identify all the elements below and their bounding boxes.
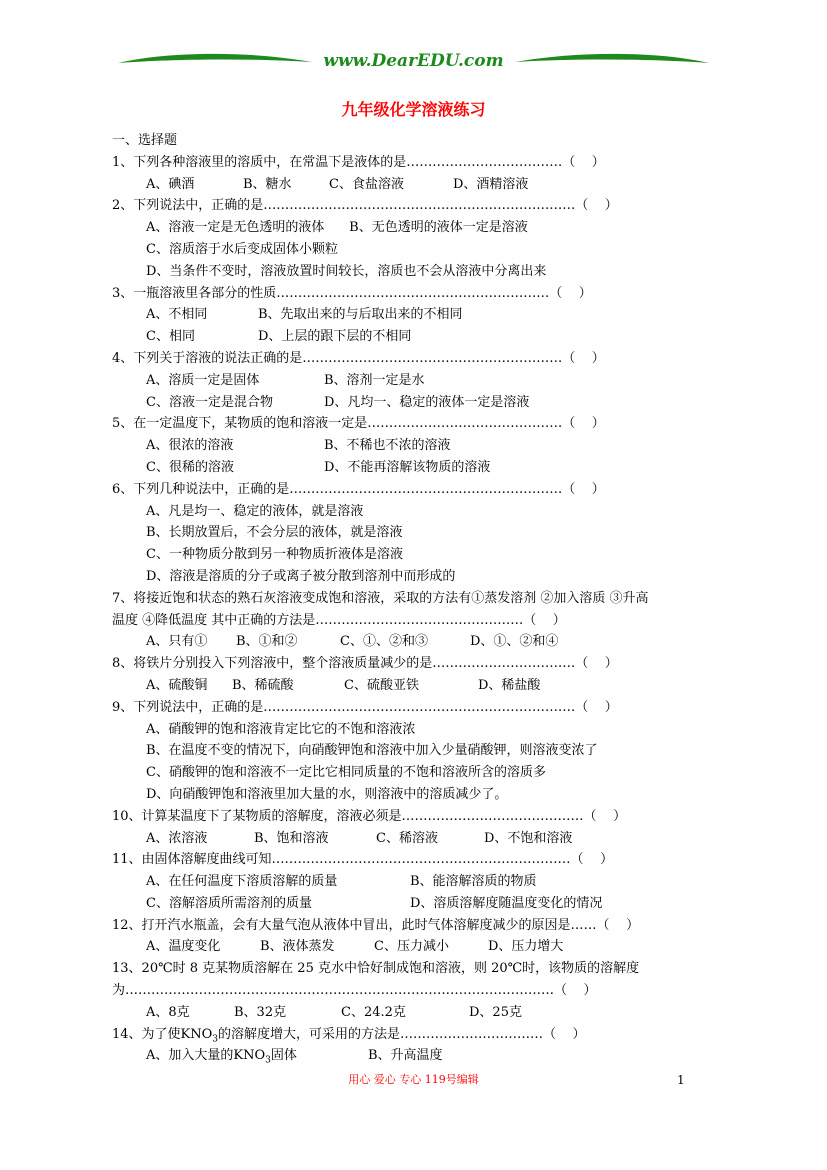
option-d: D、溶质溶解度随温度变化的情况 [410, 895, 603, 911]
option-a: A、硝酸钾的饱和溶液肯定比它的不饱和溶液浓 [146, 721, 416, 737]
option-b: B、糖水 [243, 176, 292, 192]
option-a: A、凡是均一、稳定的液体，就是溶液 [146, 503, 364, 519]
option-c: C、硫酸亚铁 [344, 677, 419, 693]
question-14: 14、为了使$KNO_3$的溶解度增大，可采用的方法是……………………………（ ） [112, 1026, 586, 1045]
question-12: 12、打开汽水瓶盖，会有大量气泡从液体中冒出，此时气体溶解度减少的原因是……（ ） [112, 917, 640, 933]
question-6: 6、下列几种说法中，正确的是………………………………………………………（ ） [112, 481, 605, 497]
option-a: A、不相同 [146, 307, 208, 323]
option-d: D、酒精溶液 [453, 176, 529, 192]
question-3: 3、一瓶溶液里各部分的性质………………………………………………………（ ） [112, 285, 592, 301]
option-b: B、升高温度 [368, 1048, 443, 1064]
option-a: A、溶质一定是固体 [146, 372, 260, 388]
page-title: 九年级化学溶液练习 [341, 100, 486, 119]
question-10: 10、计算某温度下了某物质的溶解度，溶液必须是……………………………………（ ） [112, 808, 627, 824]
option-c: C、一种物质分散到另一种物质折液体是溶液 [146, 547, 403, 563]
question-13: 13、20℃时 8 克某物质溶解在 25 克水中恰好制成饱和溶液，则 20℃时，该物质的溶解度 [112, 961, 640, 977]
section-heading: 一、选择题 [112, 133, 178, 148]
option-b: B、稀硫酸 [232, 677, 294, 693]
option-b: B、溶剂一定是水 [324, 372, 425, 388]
question-1-options [112, 174, 722, 196]
option-a: A、加入大量的$KNO_3$固体 [146, 1048, 297, 1067]
question-5-options-2 [112, 457, 722, 479]
option-d: D、向硝酸钾饱和溶液里加大量的水，则溶液中的溶质减少了。 [146, 786, 508, 802]
site-name[interactable]: www.DearEDU.com [323, 51, 504, 71]
option-a: A、浓溶液 [146, 830, 208, 846]
question-5-options-1 [112, 435, 722, 457]
question-list [112, 130, 722, 1067]
option-c: C、硝酸钾的饱和溶液不一定比它相同质量的不饱和溶液所含的溶质多 [146, 765, 546, 781]
option-a: A、很浓的溶液 [146, 438, 234, 454]
option-c: C、食盐溶液 [329, 176, 404, 192]
option-c: C、溶解溶质所需溶剂的质量 [146, 895, 312, 911]
option-d: D、上层的跟下层的不相同 [258, 329, 412, 345]
option-d: D、稀盐酸 [478, 677, 541, 693]
option-c: C、溶液一定是混合物 [146, 394, 273, 410]
option-d: D、压力增大 [488, 939, 564, 955]
question-10-options [112, 828, 722, 850]
question-13-options [112, 1002, 722, 1024]
option-a: A、8克 [146, 1004, 190, 1020]
question-12-options [112, 936, 722, 958]
question-7-options [112, 631, 722, 653]
option-c: C、相同 [146, 329, 195, 345]
question-4-options-2 [112, 392, 722, 414]
question-4: 4、下列关于溶液的说法正确的是……………………………………………………（ ） [112, 350, 605, 366]
option-ab: A、溶液一定是无色透明的液体 B、无色透明的液体一定是溶液 [146, 220, 528, 236]
question-8: 8、将铁片分别投入下列溶液中，整个溶液质量减少的是……………………………（ ） [112, 656, 618, 672]
question-2: 2、下列说法中，正确的是………………………………………………………………（ ） [112, 198, 618, 214]
option-b: B、①和② [236, 634, 298, 650]
footer-note: 用心 爱心 专心 119号编辑 [348, 1073, 479, 1086]
question-3-options-1 [112, 304, 722, 326]
option-d: D、当条件不变时，溶液放置时间较长，溶质也不会从溶液中分离出来 [146, 263, 547, 279]
question-4-options-1 [112, 370, 722, 392]
option-c: C、①、②和③ [340, 634, 428, 650]
question-11: 11、由固体溶解度曲线可知……………………………………………………………（ ） [112, 852, 614, 868]
option-a: A、只有① [146, 634, 208, 650]
option-b: B、液体蒸发 [260, 939, 335, 955]
question-11-options-2 [112, 893, 722, 915]
question-9: 9、下列说法中，正确的是………………………………………………………………（ ） [112, 699, 618, 715]
option-b: B、先取出来的与后取出来的不相同 [258, 307, 463, 323]
option-c: C、压力减小 [374, 939, 449, 955]
question-3-options-2 [112, 326, 722, 348]
option-d: D、25克 [469, 1004, 522, 1020]
site-header [0, 50, 827, 76]
page-footer [0, 1071, 827, 1089]
option-c: C、溶质溶于水后变成固体小颗粒 [146, 241, 338, 257]
question-7: 7、将接近饱和状态的熟石灰溶液变成饱和溶液，采取的方法有①蒸发溶剂 ②加入溶质 ③升高 [112, 590, 649, 606]
option-a: A、在任何温度下溶质溶解的质量 [146, 874, 338, 890]
option-d: D、溶液是溶质的分子或离子被分散到溶剂中而形成的 [146, 568, 456, 584]
subscript: 3 [212, 1034, 219, 1045]
option-d: D、不能再溶解该物质的溶液 [324, 459, 491, 475]
option-d: D、不饱和溶液 [484, 830, 573, 846]
option-b: B、32克 [234, 1004, 287, 1020]
option-c: C、稀溶液 [376, 830, 438, 846]
option-a: A、碘酒 [146, 176, 195, 192]
option-a: A、硫酸铜 [146, 677, 208, 693]
option-b: B、在温度不变的情况下，向硝酸钾饱和溶液中加入少量硝酸钾，则溶液变浓了 [146, 743, 598, 759]
subscript: 3 [265, 1056, 271, 1067]
option-d: D、凡均一、稳定的液体一定是溶液 [324, 394, 530, 410]
question-13-cont: 为………………………………………………………………………………………（ ） [112, 983, 597, 999]
question-5: 5、在一定温度下，某物质的饱和溶液一定是………………………………………（ ） [112, 416, 605, 432]
option-b: B、饱和溶液 [254, 830, 329, 846]
question-1: 1、下列各种溶液里的溶质中，在常温下是液体的是………………………………（ ） [112, 154, 605, 170]
option-c: C、很稀的溶液 [146, 459, 234, 475]
question-14-options [112, 1045, 722, 1067]
option-d: D、①、②和④ [470, 634, 559, 650]
option-b: B、不稀也不浓的溶液 [324, 438, 451, 454]
option-b: B、长期放置后，不会分层的液体，就是溶液 [146, 525, 403, 541]
option-c: C、24.2克 [341, 1004, 406, 1020]
page-number: 1 [677, 1073, 685, 1087]
question-11-options-1 [112, 871, 722, 893]
question-7-cont: 温度 ④降低温度 其中正确的方法是…………………………………………（ ） [112, 612, 566, 628]
question-8-options [112, 675, 722, 697]
option-a: A、温度变化 [146, 939, 221, 955]
option-b: B、能溶解溶质的物质 [410, 874, 537, 890]
